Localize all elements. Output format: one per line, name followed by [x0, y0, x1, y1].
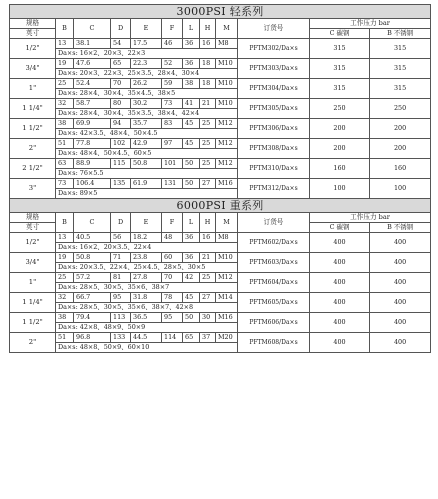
dimension-cell: 51 — [56, 139, 74, 149]
stainless-steel-header: B 不锈钢 — [370, 223, 431, 233]
stainless-pressure-cell: 315 — [370, 79, 431, 99]
dimension-cell: 52 — [162, 59, 183, 69]
dimension-cell: 114 — [162, 333, 183, 343]
dimension-cell: 79.4 — [74, 313, 111, 323]
carbon-steel-header: C 碳钢 — [310, 223, 370, 233]
size-cell: 3" — [10, 179, 56, 199]
size-cell: 1" — [10, 79, 56, 99]
size-cell: 1/2" — [10, 233, 56, 253]
dimension-cell: 59 — [162, 79, 183, 89]
order-number-cell: PFTM312/Da×s — [238, 179, 310, 199]
dimension-cell: M12 — [216, 119, 238, 129]
dimension-cell: 73 — [56, 179, 74, 189]
dimension-cell: 13 — [56, 39, 74, 49]
column-header: L — [183, 213, 200, 233]
pipe-size-options-cell: Da×s: 48×4、50×4.5、60×5 — [56, 149, 238, 159]
column-header: C — [74, 19, 111, 39]
dimension-cell: 25 — [200, 139, 216, 149]
dimension-cell: 50.8 — [131, 159, 162, 169]
section-title-row — [10, 199, 431, 213]
dimension-cell: M14 — [216, 293, 238, 303]
column-header: D — [111, 19, 131, 39]
dimension-cell: 80 — [111, 99, 131, 109]
stainless-pressure-cell: 400 — [370, 253, 431, 273]
order-number-cell: PFTM604/Da×s — [238, 273, 310, 293]
pipe-size-options-cell: Da×s: 89×5 — [56, 189, 238, 199]
carbon-steel-header: C 碳钢 — [310, 29, 370, 39]
dimension-cell: 19 — [56, 253, 74, 263]
spec-sheet — [9, 4, 430, 353]
column-header: H — [200, 213, 216, 233]
dimension-cell: M12 — [216, 159, 238, 169]
column-header: D — [111, 213, 131, 233]
dimension-cell: 17.5 — [131, 39, 162, 49]
dimension-cell: 81 — [111, 273, 131, 283]
size-cell: 3/4" — [10, 253, 56, 273]
dimension-cell: 42.9 — [131, 139, 162, 149]
dimension-cell: 73 — [162, 99, 183, 109]
dimension-cell: 97 — [162, 139, 183, 149]
pipe-size-options-cell: Da×s: 16×2、20×3.5、22×4 — [56, 243, 238, 253]
dimension-cell: 16 — [200, 39, 216, 49]
header-row — [10, 213, 431, 223]
dimension-cell: 60 — [162, 253, 183, 263]
dimension-cell: 51 — [56, 333, 74, 343]
stainless-pressure-cell: 400 — [370, 293, 431, 313]
size-header-bottom: 英寸 — [10, 223, 56, 233]
order-number-header: 订货号 — [238, 19, 310, 39]
size-cell: 1 1/2" — [10, 313, 56, 333]
order-number-cell: PFTM606/Da×s — [238, 313, 310, 333]
dimension-cell: 36 — [183, 253, 200, 263]
dimension-cell: 32 — [56, 99, 74, 109]
dimension-cell: 27 — [200, 179, 216, 189]
order-number-cell: PFTM308/Da×s — [238, 139, 310, 159]
stainless-pressure-cell: 100 — [370, 179, 431, 199]
column-header: M — [216, 19, 238, 39]
dimension-cell: 31.8 — [131, 293, 162, 303]
dimension-cell: M20 — [216, 333, 238, 343]
dimension-cell: M10 — [216, 59, 238, 69]
dimension-cell: 70 — [111, 79, 131, 89]
dimension-cell: 27 — [200, 293, 216, 303]
size-cell: 2 1/2" — [10, 159, 56, 179]
spec-table — [9, 4, 431, 353]
carbon-pressure-cell: 400 — [310, 253, 370, 273]
size-cell: 1/2" — [10, 39, 56, 59]
dimension-cell: 25 — [56, 273, 74, 283]
stainless-pressure-cell: 200 — [370, 119, 431, 139]
dimension-cell: 113 — [111, 313, 131, 323]
dimension-cell: 42 — [183, 273, 200, 283]
size-header-bottom: 英寸 — [10, 29, 56, 39]
dimension-cell: 37 — [200, 333, 216, 343]
dimension-cell: 32 — [56, 293, 74, 303]
dimension-cell: 36 — [183, 39, 200, 49]
pipe-size-options-cell: Da×s: 28×5、30×5、35×6、38×7、42×8 — [56, 303, 238, 313]
dimension-cell: 78 — [162, 293, 183, 303]
pipe-size-options-cell: Da×s: 42×3.5、48×4、50×4.5 — [56, 129, 238, 139]
dimension-cell: 50 — [183, 159, 200, 169]
dimension-cell: 65 — [183, 333, 200, 343]
dimension-cell: M12 — [216, 139, 238, 149]
pipe-size-options-cell: Da×s: 42×8、48×9、50×9 — [56, 323, 238, 333]
pipe-size-options-cell: Da×s: 28×4、30×4、35×4.5、38×5 — [56, 89, 238, 99]
dimension-cell: 95 — [162, 313, 183, 323]
dimension-cell: M16 — [216, 313, 238, 323]
dimension-cell: 27.8 — [131, 273, 162, 283]
order-number-cell: PFTM608/Da×s — [238, 333, 310, 353]
section-title-row — [10, 5, 431, 19]
stainless-pressure-cell: 400 — [370, 313, 431, 333]
dimension-cell: 25 — [200, 273, 216, 283]
size-cell: 1" — [10, 273, 56, 293]
stainless-pressure-cell: 160 — [370, 159, 431, 179]
section-title: 6000PSI 重系列 — [10, 199, 431, 213]
column-header: E — [131, 213, 162, 233]
dimension-cell: 30 — [200, 313, 216, 323]
dimension-cell: 56 — [111, 233, 131, 243]
order-number-header: 订货号 — [238, 213, 310, 233]
pipe-size-options-cell: Da×s: 76×5.5 — [56, 169, 238, 179]
pressure-header: 工作压力 bar — [310, 213, 431, 223]
dimension-cell: 54 — [111, 39, 131, 49]
section-title: 3000PSI 轻系列 — [10, 5, 431, 19]
dimension-cell: 35.7 — [131, 119, 162, 129]
dimension-cell: 69.9 — [74, 119, 111, 129]
order-number-cell: PFTM306/Da×s — [238, 119, 310, 139]
table-row — [10, 119, 431, 129]
column-header: E — [131, 19, 162, 39]
carbon-pressure-cell: 100 — [310, 179, 370, 199]
dimension-cell: 38 — [183, 79, 200, 89]
dimension-cell: 57.2 — [74, 273, 111, 283]
order-number-cell: PFTM302/Da×s — [238, 39, 310, 59]
dimension-cell: M8 — [216, 233, 238, 243]
size-header-top: 规格 — [10, 213, 56, 223]
table-row — [10, 233, 431, 243]
dimension-cell: M10 — [216, 99, 238, 109]
pipe-size-options-cell: Da×s: 20×3、22×3、25×3.5、28×4、30×4 — [56, 69, 238, 79]
carbon-pressure-cell: 200 — [310, 139, 370, 159]
dimension-cell: 101 — [162, 159, 183, 169]
dimension-cell: 58.7 — [74, 99, 111, 109]
table-row — [10, 253, 431, 263]
dimension-cell: 106.4 — [74, 179, 111, 189]
carbon-pressure-cell: 315 — [310, 59, 370, 79]
dimension-cell: 63 — [56, 159, 74, 169]
table-row — [10, 139, 431, 149]
size-cell: 2" — [10, 139, 56, 159]
dimension-cell: 50 — [183, 179, 200, 189]
dimension-cell: 38.1 — [74, 39, 111, 49]
dimension-cell: 52.4 — [74, 79, 111, 89]
dimension-cell: 26.2 — [131, 79, 162, 89]
carbon-pressure-cell: 400 — [310, 313, 370, 333]
dimension-cell: 95 — [111, 293, 131, 303]
dimension-cell: 19 — [56, 59, 74, 69]
dimension-cell: 18.2 — [131, 233, 162, 243]
dimension-cell: 21 — [200, 99, 216, 109]
table-row — [10, 59, 431, 69]
dimension-cell: 18 — [200, 59, 216, 69]
order-number-cell: PFTM603/Da×s — [238, 253, 310, 273]
stainless-pressure-cell: 400 — [370, 273, 431, 293]
dimension-cell: 66.7 — [74, 293, 111, 303]
size-cell: 1 1/4" — [10, 99, 56, 119]
column-header: F — [162, 213, 183, 233]
table-row — [10, 273, 431, 283]
column-header: M — [216, 213, 238, 233]
dimension-cell: 115 — [111, 159, 131, 169]
column-header: B — [56, 213, 74, 233]
pipe-size-options-cell: Da×s: 16×2、20×3、22×3 — [56, 49, 238, 59]
dimension-cell: M10 — [216, 253, 238, 263]
dimension-cell: 96.8 — [74, 333, 111, 343]
dimension-cell: 23.8 — [131, 253, 162, 263]
size-header-top: 规格 — [10, 19, 56, 29]
dimension-cell: M16 — [216, 179, 238, 189]
dimension-cell: 16 — [200, 233, 216, 243]
dimension-cell: 38 — [56, 119, 74, 129]
carbon-pressure-cell: 400 — [310, 333, 370, 353]
dimension-cell: 25 — [200, 119, 216, 129]
dimension-cell: 45 — [183, 139, 200, 149]
stainless-steel-header: B 不锈钢 — [370, 29, 431, 39]
carbon-pressure-cell: 250 — [310, 99, 370, 119]
dimension-cell: 50 — [183, 313, 200, 323]
dimension-cell: 45 — [183, 293, 200, 303]
carbon-pressure-cell: 160 — [310, 159, 370, 179]
dimension-cell: 13 — [56, 233, 74, 243]
column-header: F — [162, 19, 183, 39]
dimension-cell: 36 — [183, 59, 200, 69]
dimension-cell: 77.8 — [74, 139, 111, 149]
table-row — [10, 39, 431, 49]
carbon-pressure-cell: 400 — [310, 273, 370, 293]
dimension-cell: 133 — [111, 333, 131, 343]
order-number-cell: PFTM605/Da×s — [238, 293, 310, 313]
dimension-cell: 30.2 — [131, 99, 162, 109]
stainless-pressure-cell: 200 — [370, 139, 431, 159]
dimension-cell: 21 — [200, 253, 216, 263]
carbon-pressure-cell: 400 — [310, 293, 370, 313]
stainless-pressure-cell: 400 — [370, 333, 431, 353]
pipe-size-options-cell: Da×s: 20×3.5、22×4、25×4.5、28×5、30×5 — [56, 263, 238, 273]
dimension-cell: 46 — [162, 39, 183, 49]
carbon-pressure-cell: 315 — [310, 79, 370, 99]
pipe-size-options-cell: Da×s: 28×4、30×4、35×3.5、38×4、42×4 — [56, 109, 238, 119]
dimension-cell: 94 — [111, 119, 131, 129]
size-cell: 2" — [10, 333, 56, 353]
pipe-size-options-cell: Da×s: 28×5、30×5、35×6、38×7 — [56, 283, 238, 293]
pressure-header: 工作压力 bar — [310, 19, 431, 29]
size-cell: 1 1/2" — [10, 119, 56, 139]
dimension-cell: 36.5 — [131, 313, 162, 323]
order-number-cell: PFTM304/Da×s — [238, 79, 310, 99]
dimension-cell: 25 — [200, 159, 216, 169]
table-row — [10, 179, 431, 189]
header-row — [10, 19, 431, 29]
carbon-pressure-cell: 315 — [310, 39, 370, 59]
stainless-pressure-cell: 315 — [370, 59, 431, 79]
dimension-cell: 131 — [162, 179, 183, 189]
size-cell: 1 1/4" — [10, 293, 56, 313]
table-row — [10, 99, 431, 109]
column-header: H — [200, 19, 216, 39]
column-header: C — [74, 213, 111, 233]
dimension-cell: 40.5 — [74, 233, 111, 243]
dimension-cell: 44.5 — [131, 333, 162, 343]
table-row — [10, 293, 431, 303]
dimension-cell: M12 — [216, 273, 238, 283]
dimension-cell: 41 — [183, 99, 200, 109]
dimension-cell: 47.6 — [74, 59, 111, 69]
dimension-cell: 61.9 — [131, 179, 162, 189]
table-row — [10, 159, 431, 169]
size-cell: 3/4" — [10, 59, 56, 79]
table-row — [10, 333, 431, 343]
dimension-cell: 45 — [183, 119, 200, 129]
column-header: B — [56, 19, 74, 39]
dimension-cell: 48 — [162, 233, 183, 243]
carbon-pressure-cell: 200 — [310, 119, 370, 139]
carbon-pressure-cell: 400 — [310, 233, 370, 253]
stainless-pressure-cell: 250 — [370, 99, 431, 119]
order-number-cell: PFTM310/Da×s — [238, 159, 310, 179]
dimension-cell: 18 — [200, 79, 216, 89]
dimension-cell: 135 — [111, 179, 131, 189]
dimension-cell: 70 — [162, 273, 183, 283]
dimension-cell: 71 — [111, 253, 131, 263]
table-row — [10, 79, 431, 89]
dimension-cell: 83 — [162, 119, 183, 129]
dimension-cell: 102 — [111, 139, 131, 149]
table-row — [10, 313, 431, 323]
order-number-cell: PFTM305/Da×s — [238, 99, 310, 119]
dimension-cell: 50.8 — [74, 253, 111, 263]
order-number-cell: PFTM303/Da×s — [238, 59, 310, 79]
dimension-cell: M8 — [216, 39, 238, 49]
dimension-cell: 38 — [56, 313, 74, 323]
dimension-cell: M10 — [216, 79, 238, 89]
pipe-size-options-cell: Da×s: 48×8、50×9、60×10 — [56, 343, 238, 353]
dimension-cell: 22.3 — [131, 59, 162, 69]
column-header: L — [183, 19, 200, 39]
dimension-cell: 25 — [56, 79, 74, 89]
stainless-pressure-cell: 315 — [370, 39, 431, 59]
order-number-cell: PFTM602/Da×s — [238, 233, 310, 253]
stainless-pressure-cell: 400 — [370, 233, 431, 253]
dimension-cell: 65 — [111, 59, 131, 69]
dimension-cell: 88.9 — [74, 159, 111, 169]
dimension-cell: 36 — [183, 233, 200, 243]
